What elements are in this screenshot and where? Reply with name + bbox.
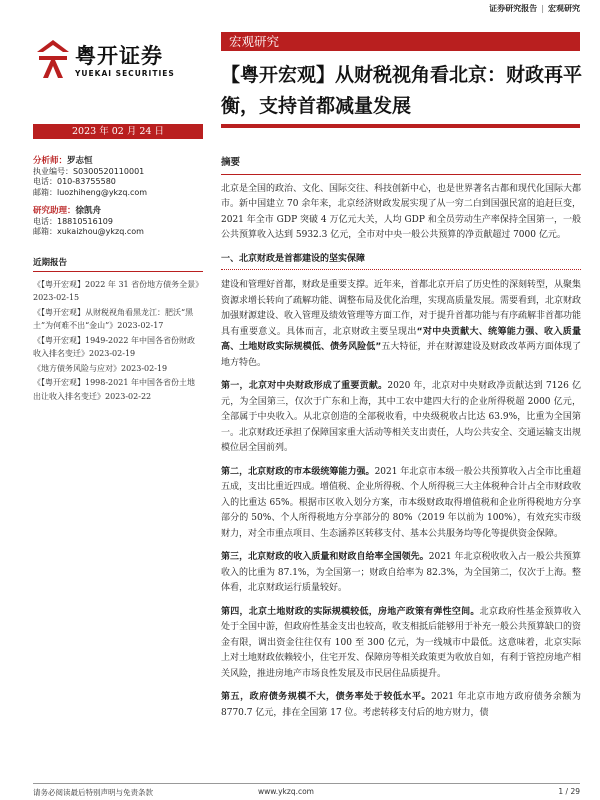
recent-report-item[interactable]: 《【粤开宏观】1949-2022 年中国各省份财政收入排名变迁》2023-02-19 xyxy=(33,335,195,358)
analyst-name: 罗志恒 xyxy=(67,156,93,166)
section1-bold: “对中央贡献大、统筹能力强、收入质量高、土地财政实际规模低、债务风险低” xyxy=(221,326,581,352)
point2-text: 2021 年北京市本级一般公共预算收入占全市比重超五成，支出比重近四成。增值税、企业所得税、个人所得税三大主体税种合计占全市财政收入的比重达 65%。根据市区收入划分方案，市本级财政取得增值税和企业所得税地方分享部分的 50%、个人所得税地方分享部分的 80%（2019 年以前为 100%），有效充实市级财力，对全市重点项目、生态涵养区转移支付、基本公共服务均等化等提供资金保障。 xyxy=(221,466,582,539)
recent-report-item[interactable]: 《地方债务风险与应对》2023-02-19 xyxy=(33,363,168,373)
logo-cn-text: 粤开证券 xyxy=(75,44,163,68)
analyst-email[interactable]: 邮箱：luozhiheng@ykzq.com xyxy=(33,187,148,197)
footer-page-number: 1 / 29 xyxy=(558,787,580,796)
assistant-info xyxy=(33,206,213,238)
point4-text: 北京政府性基金预算收入处于全国中游，但政府性基金支出也较高，收支相抵后能够用于补充一般公共预算缺口的资金有限，调出资金往往仅有 100 至 300 亿元，为一线城市中最低。这意味着，北京实际上对土地财政依赖较小，住宅开发、保障房等相关政策更为收放自如，有利于管控房地产相关风险，推进房地产市场良性发展及市民居住品质提升。 xyxy=(221,606,582,679)
assistant-name: 徐凯舟 xyxy=(75,206,102,216)
assistant-email[interactable]: 邮箱：xukaizhou@ykzq.com xyxy=(33,227,144,236)
point2-paragraph xyxy=(221,465,581,543)
point3-text: 2021 年北京税收收入占一般公共预算收入的比重为 87.1%，为全国第一；财政自给率为 82.3%，为全国第二，仅次于上海。整体看，北京财政运行质量较好。 xyxy=(221,552,581,593)
point2-head: 第二，北京财政的市本级统筹能力强。 xyxy=(221,466,375,477)
point5-text: 2021 年北京市地方政府债务余额为 8770.7 亿元，排在全国第 17 位。考虑转移支付后的地方财力，债 xyxy=(221,692,581,718)
report-category: 证券研究报告 xyxy=(489,4,538,13)
page-footer xyxy=(33,783,580,798)
abstract-body xyxy=(221,155,581,729)
report-subcategory: 宏观研究 xyxy=(548,4,580,13)
sidebar xyxy=(33,156,213,404)
section1-paragraph xyxy=(221,278,581,371)
assistant-phone: 电话：18810516109 xyxy=(33,216,113,226)
analyst-label: 分析师： xyxy=(33,156,68,166)
point1-paragraph xyxy=(221,379,581,457)
section1-tail: 五大特征，并在财源建设及财政改革两方面体现了地方特色。 xyxy=(221,342,581,368)
title-divider xyxy=(221,124,580,128)
top-header: 证券研究报告 | 宏观研究 xyxy=(489,4,580,13)
recent-report-item[interactable]: 《【粤开宏观】从财税视角看黑龙江：肥沃“黑土”为何难不出“金山”》2023-02-17 xyxy=(33,307,194,330)
recent-report-item[interactable]: 《【粤开宏观】2022 年 31 省份地方债务全景》2023-02-15 xyxy=(33,279,200,302)
abstract-intro: 北京是全国的政治、文化、国际交往、科技创新中心，也是世界著名古都和现代化国际大都市。新中国建立 70 余年来，北京经济财政发展实现了从一穷二白到国强民富的追赶巨变，2021 年全市 GDP 突破 4 万亿元大关，人均 GDP 和全员劳动生产率保持全国第一，一般公共预算收入达到 5932.3 亿元，全市对中央一般公共预算的净贡献超过 7000 亿元。 xyxy=(221,183,582,240)
assistant-label: 研究助理： xyxy=(33,206,76,216)
point3-head: 第三，北京财政的收入质量和财政自给率全国领先。 xyxy=(221,552,429,562)
point1-head: 第一，北京对中央财政形成了重要贡献。 xyxy=(221,381,388,391)
company-logo xyxy=(33,38,198,86)
point1-text: 2020 年，北京对中央财政净贡献达到 7126 亿元，为全国第三，仅次于广东和上海，其中工农中建四大行的企业所得税超 2000 亿元，全部属于中央收入。从北京创造的全部税收看，中央级税收占比达 63.9%，比重为全国第一。北京财政还承担了保障国家重大活动等相关支出责任，人均公共安全、交通运输支出规模位居全国前列。 xyxy=(221,381,582,453)
section1-text: 建设和管理好首都，财政是重要支撑。近年来，首都北京开启了历史性的深刻转型，从聚集资源求增长转向了疏解功能、调整布局及优化治理，实现高质量发展。需要看到，北京财政加强财源建设、收入管理及绩效管理等方面工作，对于提升首都功能与有序疏解非首都功能具有重要意义。具体而言，北京财政主要呈现出 xyxy=(221,280,582,337)
analyst-cert: 执业编号：S0300520110001 xyxy=(33,166,145,176)
section1-title: 一、北京财政是首都建设的坚实保障 xyxy=(221,252,581,271)
logo-en-text: YUEKAI SECURITIES xyxy=(75,69,175,78)
recent-reports-title: 近期报告 xyxy=(33,256,203,272)
point5-head: 第五，政府债务规模不大，债务率处于较低水平。 xyxy=(221,692,432,702)
point4-head: 第四，北京土地财政的实际规模较低，房地产政策有弹性空间。 xyxy=(221,606,480,617)
report-date: 2023 年 02 月 24 日 xyxy=(33,124,203,139)
analyst-info xyxy=(33,156,213,198)
point4-paragraph xyxy=(221,605,581,683)
footer-disclaimer[interactable]: 请务必阅读最后特别声明与免责条款 xyxy=(33,788,153,797)
point5-paragraph xyxy=(221,690,581,721)
abstract-title: 摘要 xyxy=(221,155,581,175)
logo-emblem-icon xyxy=(33,38,73,82)
analyst-phone: 电话：010-83755580 xyxy=(33,177,116,186)
point3-paragraph xyxy=(221,550,581,597)
recent-report-item[interactable]: 《【粤开宏观】1998-2021 年中国各省份土地出让收入排名变迁》2023-02-22 xyxy=(33,378,195,401)
footer-website[interactable]: www.ykzq.com xyxy=(258,787,314,796)
page-title: 【粤开宏观】从财税视角看北京：财政再平衡，支持首都减量发展 xyxy=(221,64,583,117)
report-type-banner: 宏观研究 xyxy=(221,32,580,51)
